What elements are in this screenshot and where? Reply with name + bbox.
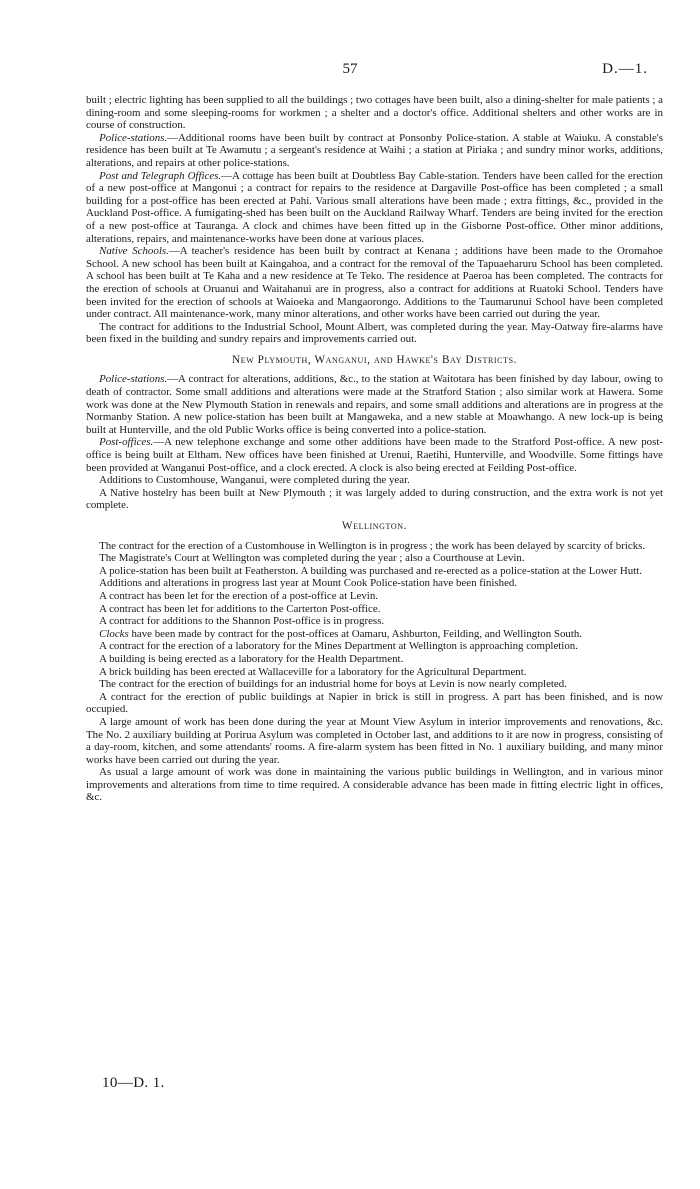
paragraph (86, 678, 663, 691)
paragraph-text: —Additional rooms have been built by contract at Ponsonby Police-station. A stable at Waiuku. A constable's residence has been built at Te Awamutu ; a sergeant's residence at Waihi ; a station at Piriaka ; and sundry minor works, additions, alterations, and repairs at other police-stations. (86, 131, 663, 169)
paragraph-lead: Police-stations. (99, 131, 168, 144)
paragraph-text: As usual a large amount of work was done in maintaining the various public buildings in Wellington, and in various minor improvements and alterations from time to time required. A considerable advance has been made in fitting electric light in offices, &c. (86, 766, 663, 804)
document-reference: D.—1. (602, 61, 648, 77)
paragraph-text: —A new telephone exchange and some other additions have been made to the Stratford Post-office. A new post-office is being built at Eltham. New offices have been finished at Urenui, Raetihi, Hunterville, and Woodville. Some fittings have been provided at Wanganui Post-office, and a clock erected. A clock is also being erected at Feilding Post-office. (86, 436, 663, 474)
intro-section (86, 94, 663, 346)
paragraph-text: A contract for the erection of public buildings at Napier in brick is still in progress. A part has been finished, and is now occupied. (86, 690, 663, 716)
new-plymouth-section (86, 373, 663, 512)
paragraph-text: A Native hostelry has been built at New Plymouth ; it was largely added to during construction, and the extra work is not yet complete. (86, 486, 663, 512)
paragraph-text: —A contract for alterations, additions, &c., to the station at Waitotara has been finished by day labour, owing to death of contractor. Some small additions and alterations were made at the Stratford Station ; also similar work at Hawera. Some work was done at the New Plymouth Station in renewals and repairs, and some small additions and alterations are in progress at the Normanby Station. A new police-station has been built at Mangaweka, and a new stable at Moawhango. A new lock-up is being built at Hunterville, and the old Public Works office is being converted into a police-station. (86, 373, 663, 436)
wellington-section (86, 540, 663, 804)
paragraph-text: A contract has been let for the erection of a post-office at Levin. (99, 589, 378, 602)
paragraph-text: Additions to Customhouse, Wanganui, were completed during the year. (99, 474, 410, 487)
paragraph (86, 487, 663, 512)
paragraph-lead: Native Schools. (99, 245, 169, 258)
paragraph-text: A brick building has been erected at Wallaceville for a laboratory for the Agricultural Department. (99, 665, 527, 678)
paragraph (86, 590, 663, 603)
paragraph (86, 691, 663, 716)
paragraph-text: Additions and alterations in progress last year at Mount Cook Police-station have been finished. (99, 577, 518, 590)
paragraph (86, 436, 663, 474)
paragraph (86, 245, 663, 321)
paragraph-text: A contract for the erection of a laboratory for the Mines Department at Wellington is approaching completion. (99, 640, 578, 653)
paragraph (86, 628, 663, 641)
paragraph-text: A building is being erected as a laboratory for the Health Department. (99, 652, 404, 665)
paragraph-lead: Post-offices. (99, 436, 154, 449)
paragraph (86, 603, 663, 616)
paragraph-text: The contract for the erection of buildings for an industrial home for boys at Levin is now nearly completed. (99, 678, 567, 691)
paragraph-lead: Post and Telegraph Offices. (99, 169, 222, 182)
paragraph (86, 94, 663, 132)
paragraph-text: A contract has been let for additions to the Carterton Post-office. (99, 602, 381, 615)
page-number: 57 (342, 61, 358, 77)
paragraph (86, 640, 663, 653)
paragraph (86, 474, 663, 487)
paragraph-text: The contract for additions to the Industrial School, Mount Albert, was completed during the year. May-Oatway fire-alarms have been fixed in the building and sundry repairs and improvements carried out. (86, 320, 663, 346)
signature-mark: 10—D. 1. (102, 1075, 165, 1091)
paragraph (86, 577, 663, 590)
paragraph (86, 666, 663, 679)
paragraph (86, 321, 663, 346)
paragraph (86, 615, 663, 628)
paragraph-text: —A cottage has been built at Doubtless Bay Cable-station. Tenders have been called for the erection of a new post-office at Mangonui ; a contract for repairs to the residence at Dargaville Post-office has been completed ; a small building for a post-office has been erected at Pahi. Various small alterations have been made ; extra fittings, &c., provided in the Auckland Post-office. A fumigating-shed has been built on the Auckland Railway Wharf. Tenders are being invited for the erection of a new post-office at Tauranga. A clock and chimes have been fitted up in the Gisborne Post-office. Other minor additions, alterations, repairs, and maintenance-works have been done at various places. (86, 169, 663, 245)
paragraph (86, 552, 663, 565)
document-body (86, 94, 663, 804)
paragraph (86, 132, 663, 170)
paragraph-text: have been made by contract for the post-offices at Oamaru, Ashburton, Feilding, and Wellington South. (128, 627, 583, 640)
paragraph-text: A contract for additions to the Shannon Post-office is in progress. (99, 615, 385, 628)
paragraph-text: A large amount of work has been done during the year at Mount View Asylum in interior improvements and renovations, &c. The No. 2 auxiliary building at Porirua Asylum was completed in October last, and additions to it are now in progress, consisting of a day-room, kitchen, and some attendants' rooms. A fire-alarm system has been fitted in No. 1 auxiliary building, and many minor works have been carried out during the year. (86, 715, 663, 766)
paragraph (86, 716, 663, 766)
paragraph-text: The Magistrate's Court at Wellington was completed during the year ; also a Courthouse at Levin. (99, 552, 525, 565)
section-heading: New Plymouth, Wanganui, and Hawke's Bay Districts. (231, 353, 518, 366)
paragraph (86, 540, 663, 553)
paragraph (86, 766, 663, 804)
paragraph (86, 170, 663, 246)
section-heading: Wellington. (341, 520, 408, 532)
paragraph-text: The contract for the erection of a Customhouse in Wellington is in progress ; the work has been delayed by scarcity of bricks. (99, 539, 646, 552)
paragraph (86, 373, 663, 436)
paragraph-text: —A teacher's residence has been built by contract at Kenana ; additions have been made to the Oromahoe School. A new school has been built at Kaingahoa, and a contract for the removal of the Tapuaeharuru School has been completed. A school has been built at Te Kaha and a new residence at Te Teko. The residence at Paeroa has been completed. The contracts for the erection of schools at Oruanui and Waitahanui are in progress, also a contract for additions at Ruatoki School. Tenders have been invited for the erection of schools at Waioeka and Mangaorongo. Additions to the Taumarunui School have been completed under contract. All maintenance-work, many minor alterations, and other works have been carried out during the year. (86, 245, 663, 321)
paragraph-text: A police-station has been built at Featherston. A building was purchased and re-erected as a police-station at the Lower Hutt. (99, 564, 642, 577)
paragraph-text: built ; electric lighting has been supplied to all the buildings ; two cottages have been built, also a dining-shelter for male patients ; a dining-room and some sleeping-rooms for workmen ; a shelter and a doctor's office. Additional shelters and other works are in course of construction. (86, 94, 663, 132)
paragraph-lead: Clocks (99, 627, 129, 640)
paragraph-lead: Police-stations. (99, 373, 168, 386)
paragraph (86, 653, 663, 666)
paragraph (86, 565, 663, 578)
